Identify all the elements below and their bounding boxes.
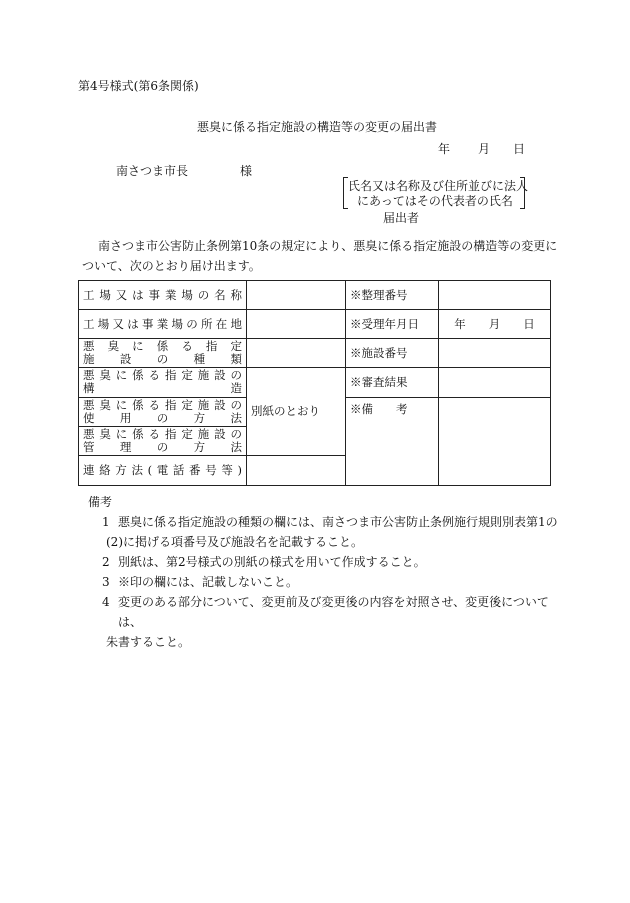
usage-method-label-line1: 悪臭に係る指定施設の xyxy=(83,397,242,412)
note-text: ※印の欄には、記載しないこと。 xyxy=(118,575,299,589)
note-number: 4 xyxy=(102,595,110,609)
row-label-facility-name: 工場又は事業場の名称 xyxy=(79,281,247,310)
office-label-review-result: ※審査結果 xyxy=(346,368,439,397)
date-year-label: 年 xyxy=(438,142,451,156)
row-label-structure xyxy=(79,368,247,397)
usage-method-label-line2: 使用の方法 xyxy=(83,410,242,425)
note-item xyxy=(88,572,558,592)
office-label-remarks: ※備 考 xyxy=(346,397,439,485)
facility-type-label-line2: 施設の種類 xyxy=(83,352,242,367)
note-number: 3 xyxy=(102,575,110,589)
remarks-field xyxy=(439,397,551,485)
merged-value-cell: 別紙のとおり xyxy=(247,368,346,455)
row-label-usage-method xyxy=(79,397,247,426)
document-title: 悪臭に係る指定施設の構造等の変更の届出書 xyxy=(197,120,438,134)
review-result-field xyxy=(439,368,551,397)
office-label-reference-number: ※整理番号 xyxy=(346,281,439,310)
body-line-2: ついて、次のとおり届け出ます。 xyxy=(82,259,261,273)
date-month-label: 月 xyxy=(478,142,491,156)
form-number: 第4号様式(第6条関係) xyxy=(78,79,199,93)
notes-section xyxy=(88,492,558,652)
note-continuation: 朱書すること。 xyxy=(106,635,191,649)
row-label-contact-method: 連絡方法(電話番号等) xyxy=(79,455,247,485)
date-day-label: 日 xyxy=(513,142,526,156)
notifier-line1: 氏名又は名称及び住所並びに法人 xyxy=(348,179,529,193)
note-item xyxy=(88,592,558,652)
notification-form-table xyxy=(78,280,551,486)
facility-type-label-line1: 悪臭に係る指定 xyxy=(83,339,242,354)
reference-number-field xyxy=(439,281,551,310)
addressee-name: 南さつま市長 xyxy=(116,164,189,178)
body-line-1: 南さつま市公害防止条例第10条の規定により、悪臭に係る指定施設の構造等の変更に xyxy=(98,239,558,253)
row-label-facility-type xyxy=(79,339,247,368)
management-method-label-line2: 管理の方法 xyxy=(83,439,242,454)
note-number: 1 xyxy=(102,515,110,529)
right-bracket xyxy=(520,177,525,209)
note-number: 2 xyxy=(102,555,110,569)
facility-number-field xyxy=(439,339,551,368)
body-paragraph xyxy=(78,236,558,276)
management-method-label-line1: 悪臭に係る指定施設の xyxy=(83,426,242,441)
row-label-facility-address: 工場又は事業場の所在地 xyxy=(79,310,247,339)
notifier-line2: にあってはその代表者の氏名 xyxy=(357,194,513,208)
facility-type-field[interactable] xyxy=(247,339,346,368)
facility-name-field[interactable] xyxy=(247,281,346,310)
table-row xyxy=(79,310,551,339)
structure-label-line2: 構造 xyxy=(83,381,242,396)
note-item xyxy=(88,512,558,552)
receipt-date-value: 年 月 日 xyxy=(439,310,551,339)
notes-heading: 備考 xyxy=(88,495,113,509)
facility-address-field[interactable] xyxy=(247,310,346,339)
table-row xyxy=(79,339,551,368)
addressee-honorific: 様 xyxy=(240,164,253,178)
table-row xyxy=(79,368,551,397)
office-label-receipt-date: ※受理年月日 xyxy=(346,310,439,339)
row-label-management-method xyxy=(79,426,247,455)
table-row xyxy=(79,281,551,310)
contact-method-field[interactable] xyxy=(247,455,346,485)
note-text: 悪臭に係る指定施設の種類の欄には、南さつま市公害防止条例施行規則別表第1の xyxy=(118,515,558,529)
note-item xyxy=(88,552,558,572)
structure-label-line1: 悪臭に係る指定施設の xyxy=(83,368,242,383)
note-continuation: (2)に掲げる項番号及び施設名を記載すること。 xyxy=(106,535,363,549)
note-text: 変更のある部分について、変更前及び変更後の内容を対照させ、変更後については、 xyxy=(118,595,549,629)
note-text: 別紙は、第2号様式の別紙の様式を用いて作成すること。 xyxy=(118,555,426,569)
notifier-label: 届出者 xyxy=(383,211,420,225)
office-label-facility-number: ※施設番号 xyxy=(346,339,439,368)
